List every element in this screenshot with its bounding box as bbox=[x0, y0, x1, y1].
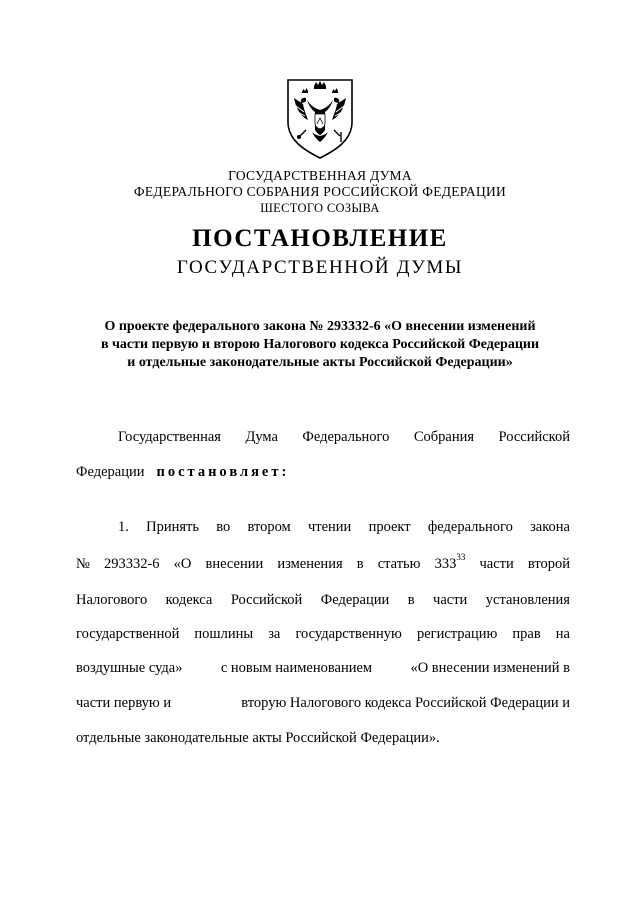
preamble-word: Федерального bbox=[302, 429, 390, 445]
p1-word: 293332-6 bbox=[103, 556, 160, 572]
p1-word: 1. bbox=[118, 519, 129, 535]
subject-line-2: в части первую и второю Налогового кодекса Российской Федерации bbox=[100, 337, 540, 352]
p1-word: второй bbox=[527, 556, 570, 572]
p1-word: втором bbox=[247, 519, 291, 535]
p1-word: изменения bbox=[277, 556, 343, 572]
p1-word: на bbox=[555, 626, 570, 642]
subject-line-3: и отдельные законодательные акты Российской Федерации» bbox=[127, 355, 513, 370]
p1-word: Российской bbox=[230, 592, 303, 608]
p1-word: «О bbox=[173, 556, 192, 572]
header-line-2: ФЕДЕРАЛЬНОГО СОБРАНИЯ РОССИЙСКОЙ ФЕДЕРАЦИИ bbox=[133, 184, 507, 199]
p1-word: федерального bbox=[427, 519, 513, 535]
preamble-federation: Федерации bbox=[76, 464, 145, 480]
document-title: ПОСТАНОВЛЕНИЕ bbox=[192, 225, 448, 252]
preamble-line-1 bbox=[118, 428, 570, 446]
subject-line-1: О проекте федерального закона № 293332-6 «О внесении изменений bbox=[104, 319, 536, 334]
article-number bbox=[434, 552, 466, 573]
article-number-superscript: 33 bbox=[456, 552, 466, 563]
coat-of-arms-emblem bbox=[282, 76, 358, 160]
paragraph1-line-5 bbox=[76, 659, 570, 677]
p1-word: Налогового bbox=[76, 592, 148, 608]
p1-word: закона bbox=[530, 519, 570, 535]
paragraph1-line-3 bbox=[76, 591, 570, 609]
p1-word: части bbox=[433, 592, 468, 608]
p1-word: Принять bbox=[146, 519, 199, 535]
p1-word: проект bbox=[368, 519, 411, 535]
preamble-word: Российской bbox=[498, 429, 570, 445]
double-headed-eagle-icon bbox=[282, 76, 358, 160]
p1-word: установления bbox=[485, 592, 570, 608]
p1-word: кодекса bbox=[165, 592, 213, 608]
p1-word: в bbox=[407, 592, 415, 608]
p1-segment: с новым наименованием bbox=[220, 660, 373, 676]
paragraph1-line-2 bbox=[76, 552, 570, 573]
p1-segment: вторую Налогового кодекса Российской Федерации и bbox=[241, 695, 570, 711]
preamble-line-2 bbox=[76, 463, 570, 481]
p1-word: за bbox=[268, 626, 281, 642]
p1-segment: «О внесении изменений в bbox=[410, 660, 570, 676]
p1-word: внесении bbox=[205, 556, 264, 572]
preamble-word: Дума bbox=[245, 429, 278, 445]
document-subtitle: ГОСУДАРСТВЕННОЙ ДУМЫ bbox=[176, 257, 464, 278]
p1-segment: части первую и bbox=[76, 695, 172, 711]
p1-word: части bbox=[479, 556, 514, 572]
paragraph1-line-4 bbox=[76, 625, 570, 643]
paragraph1-line-6 bbox=[76, 694, 570, 712]
preamble-word: Собрания bbox=[413, 429, 475, 445]
p1-word: пошлины bbox=[194, 626, 254, 642]
p1-word: в bbox=[356, 556, 364, 572]
preamble-resolves: постановляет: bbox=[156, 464, 290, 480]
p1-word: чтении bbox=[307, 519, 352, 535]
preamble-word: Государственная bbox=[118, 429, 221, 445]
header-line-3: ШЕСТОГО СОЗЫВА bbox=[260, 201, 380, 215]
p1-segment: воздушные суда» bbox=[76, 660, 183, 676]
paragraph1-line-1 bbox=[118, 518, 570, 536]
paragraph1-line-7: отдельные законодательные акты Российской Федерации». bbox=[76, 730, 440, 746]
p1-word: № bbox=[76, 556, 90, 572]
p1-word: во bbox=[216, 519, 231, 535]
p1-word: государственной bbox=[76, 626, 180, 642]
p1-word: регистрацию bbox=[416, 626, 498, 642]
article-number-base: 333 bbox=[434, 556, 457, 572]
p1-word: статью bbox=[377, 556, 421, 572]
p1-word: Федерации bbox=[320, 592, 390, 608]
p1-word: прав bbox=[512, 626, 541, 642]
header-line-1: ГОСУДАРСТВЕННАЯ ДУМА bbox=[228, 168, 412, 183]
p1-word: государственную bbox=[295, 626, 402, 642]
